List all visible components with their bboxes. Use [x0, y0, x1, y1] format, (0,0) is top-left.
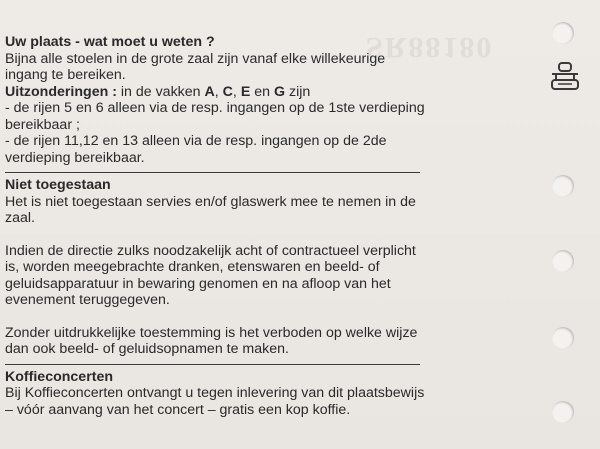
section-title-uw-plaats: Uw plaats - wat moet u weten ? [5, 34, 215, 50]
block-c: C [222, 83, 233, 100]
intro-text: Bijna alle stoelen in de grote zaal zijn vanaf elke willekeurige ingang te bereiken. [5, 50, 386, 83]
sep: , [214, 83, 219, 100]
ticket-text [5, 34, 425, 418]
divider [5, 364, 420, 365]
section-title-niet-toegestaan: Niet toegestaan [5, 177, 111, 193]
paragraph-koffie: Bij Koffieconcerten ontvangt u tegen inlevering van dit plaatsbewijs – vóór aanvang van het concert – gratis een kop koffie. [5, 385, 425, 418]
rule-rows-11-13: - de rijen 11,12 en 13 alleen via de resp. ingangen op de 2de verdieping bereikbaar. [5, 133, 387, 166]
block-a: A [204, 83, 215, 100]
punch-hole-icon [552, 22, 574, 44]
section-title-koffieconcerten: Koffieconcerten [5, 368, 113, 385]
exceptions-tail: zijn [288, 83, 311, 100]
exceptions-text: in de vakken [120, 83, 201, 100]
sep: , [232, 83, 237, 100]
block-e: E [240, 83, 251, 100]
exceptions-line [5, 84, 425, 101]
paragraph-directie: Indien de directie zulks noodzakelijk acht of contractueel verplicht is, worden meegebrachte dranken, etenswaren en beeld- of geluidsapparatuur in bewaring genomen en na afloop van het evenement teruggegeven. [5, 242, 416, 308]
divider [5, 172, 420, 173]
punch-hole-icon [552, 175, 574, 197]
paragraph-servies: Het is niet toegestaan servies en/of glaswerk mee te nemen in de zaal. [5, 193, 416, 226]
punch-hole-icon [552, 327, 574, 349]
punch-hole-icon [552, 401, 574, 423]
paragraph-toestemming: Zonder uitdrukkelijke toestemming is het verboden op welke wijze dan ook beeld- of geluidsopnamen te maken. [5, 324, 418, 357]
hall-logo-icon [548, 62, 582, 92]
punch-hole-icon [552, 250, 574, 272]
rule-rows-5-6: - de rijen 5 en 6 alleen via de resp. ingangen op de 1ste verdieping bereikbaar ; [5, 100, 425, 133]
sep: en [254, 83, 271, 100]
ghost-print-through: SR88180 [366, 31, 494, 64]
block-g: G [273, 83, 286, 100]
exceptions-label: Uitzonderingen : [5, 83, 117, 100]
